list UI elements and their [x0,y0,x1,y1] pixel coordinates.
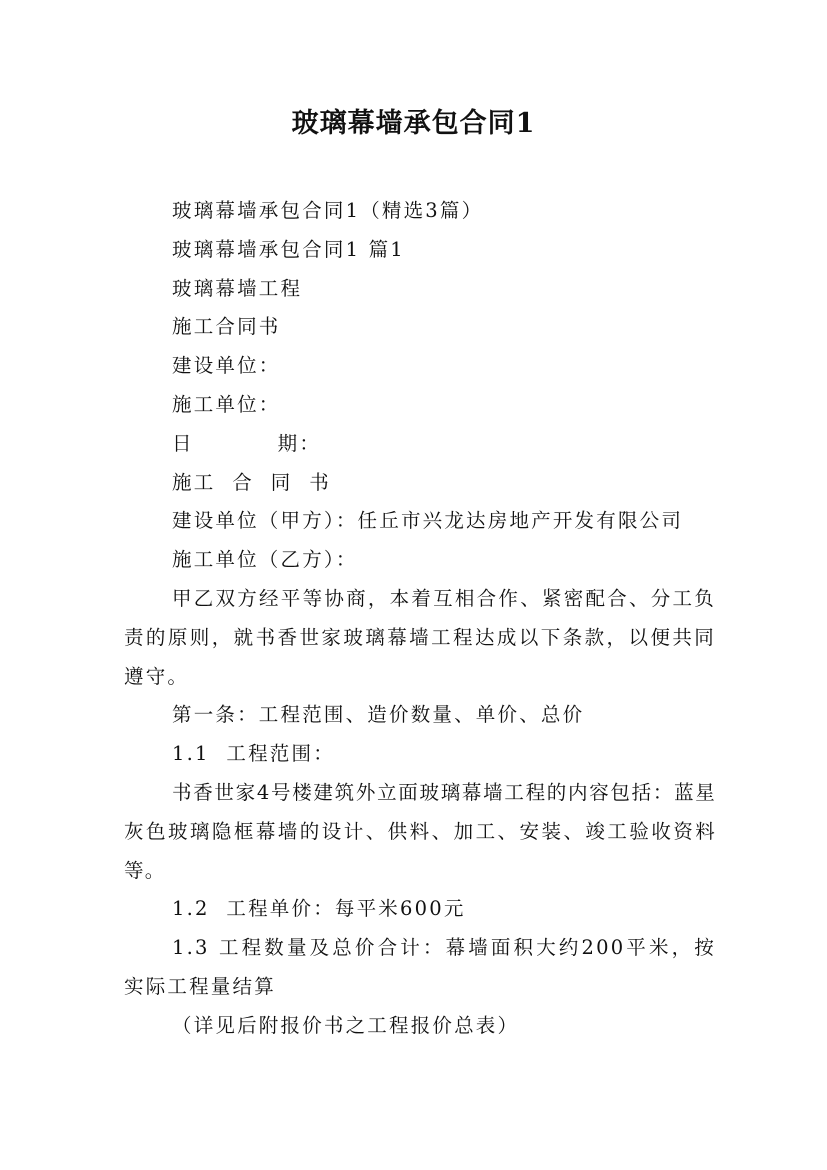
paragraph-clause-1-3: 1.3 工程数量及总价合计：幕墙面积大约200平米，按实际工程量结算 [124,936,716,998]
paragraph-clause-1-1: 1.1 工程范围： [172,742,335,766]
paragraph-builder-unit: 建设单位： [172,354,281,378]
paragraph-party-a: 建设单位（甲方）：任丘市兴龙达房地产开发有限公司 [172,509,684,533]
document-title: 玻璃幕墙承包合同1 [291,108,536,139]
paragraph-clause-1-2: 1.2 工程单价：每平米600元 [172,897,466,921]
paragraph-construction-unit: 施工单位： [172,392,281,416]
paragraph-part-heading: 玻璃幕墙承包合同1 篇1 [172,237,405,261]
paragraph-party-b: 施工单位（乙方）： [172,548,358,572]
paragraph-preamble: 甲乙双方经平等协商，本着互相合作、紧密配合、分工负责的原则，就书香世家玻璃幕墙工程达成以下条款，以便共同遵守。 [124,586,716,688]
document-body [124,192,716,1046]
paragraph-subtitle: 玻璃幕墙承包合同1（精选3篇） [172,199,484,222]
paragraph-project-name: 玻璃幕墙工程 [172,276,303,300]
paragraph-see-quote: （详见后附报价书之工程报价总表） [172,1013,520,1037]
paragraph-contract-heading: 施工 合 同 书 [172,470,331,494]
paragraph-date: 日 期： [172,431,322,455]
paragraph-scope-detail: 书香世家4号楼建筑外立面玻璃幕墙工程的内容包括：蓝星灰色玻璃隐框幕墙的设计、供料、加工、安装、竣工验收资料等。 [124,780,716,882]
paragraph-article-one: 第一条：工程范围、造价数量、单价、总价 [172,703,585,727]
paragraph-contract-book: 施工合同书 [172,315,281,339]
